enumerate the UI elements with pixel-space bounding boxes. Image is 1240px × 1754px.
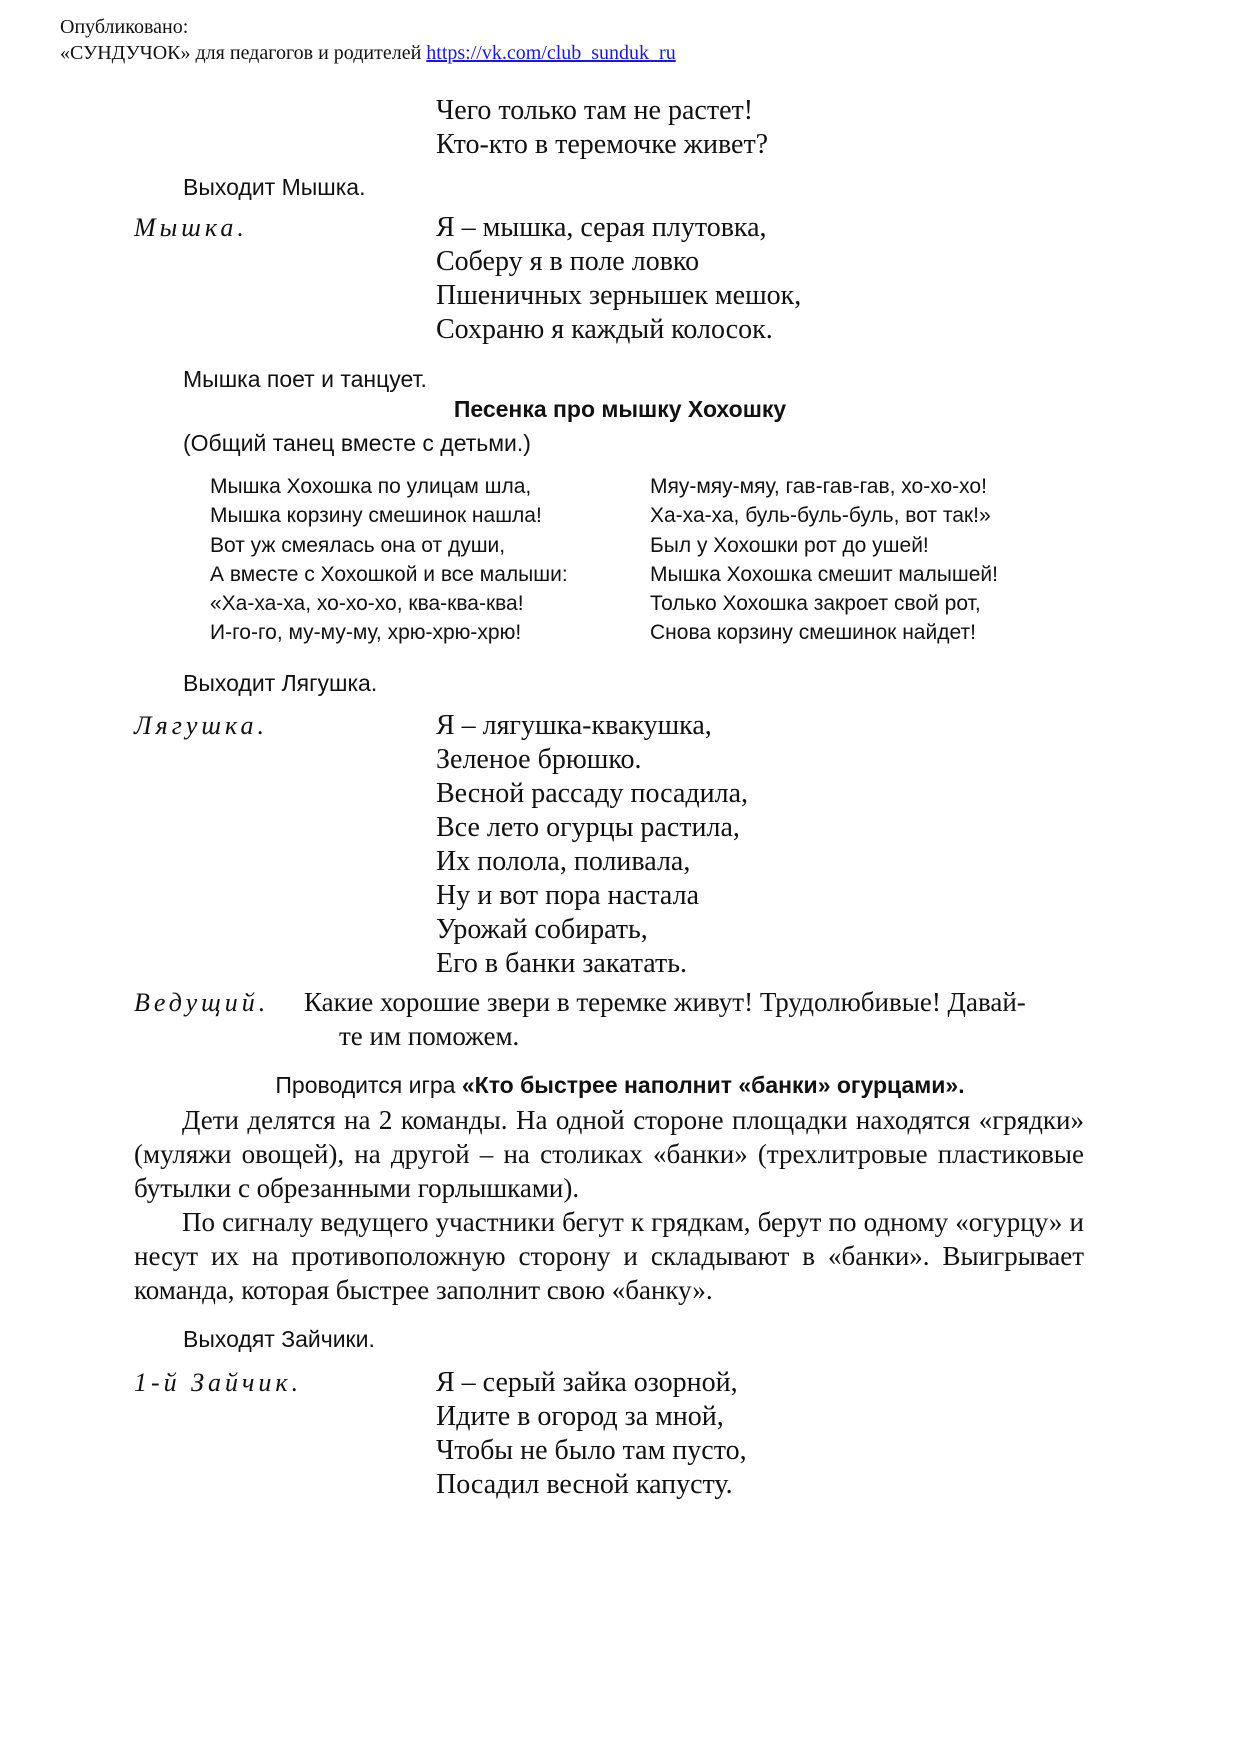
publication-header xyxy=(60,14,676,66)
lyric-line: Мышка корзину смешинок нашла! xyxy=(210,504,542,528)
verse-line: Их полола, поливала, xyxy=(436,846,691,877)
song-note: (Общий танец вместе с детьми.) xyxy=(183,430,531,456)
lyric-line: «Ха-ха-ха, хо-хо-хо, ква-ква-ква! xyxy=(210,592,524,616)
publisher-name: «СУНДУЧОК» для педагогов и родителей xyxy=(60,42,422,64)
verse-line: Я – серый зайка озорной, xyxy=(436,1367,738,1398)
paragraph-text: Дети делятся на 2 команды. На одной стороне площадки находятся «грядки» (муляжи овощей), на другой – на столиках «банки» (трехлитровые пластиковые бутылки с обрезанными горлышками). xyxy=(134,1105,1084,1203)
speaker-host: Ведущий. xyxy=(134,988,270,1017)
verse-line: Я – лягушка-квакушка, xyxy=(436,710,712,741)
lyric-line: Мяу-мяу-мяу, гав-гав-гав, хо-хо-хо! xyxy=(650,475,987,498)
stage-direction-bunnies-enter: Выходят Зайчики. xyxy=(183,1326,375,1352)
speaker-bunny-1: 1-й Зайчик. xyxy=(134,1368,303,1397)
frog-verse xyxy=(436,709,748,981)
verse-line: Зеленое брюшко. xyxy=(436,744,642,775)
verse-line: Пшеничных зернышек мешок, xyxy=(436,280,802,311)
verse-line: Урожай собирать, xyxy=(436,914,648,945)
verse-line: Я – мышка, серая плутовка, xyxy=(436,212,767,243)
vk-link[interactable]: https://vk.com/club_sunduk_ru xyxy=(426,42,676,64)
verse-line: Сохраню я каждый колосок. xyxy=(436,314,773,345)
game-rules-paragraph-2 xyxy=(134,1205,1084,1307)
verse-line: Идите в огород за мной, xyxy=(436,1401,724,1432)
lyric-line: Снова корзину смешинок найдет! xyxy=(650,621,976,645)
lyric-line: Только Хохошка закроет свой рот, xyxy=(650,592,981,616)
verse-line: Весной рассаду посадила, xyxy=(436,778,749,809)
lyric-line: А вместе с Хохошкой и все малыши: xyxy=(210,562,568,586)
song-title: Песенка про мышку Хохошку xyxy=(453,396,787,422)
host-line-1: Какие хорошие звери в теремке живут! Трудолюбивые! Давай- xyxy=(304,987,1026,1017)
verse-line: Ну и вот пора настала xyxy=(436,880,700,911)
lyric-line: Вот уж смеялась она от души, xyxy=(210,533,506,557)
mouse-verse xyxy=(436,211,801,347)
lyric-line: Мышка Хохошка смешит малышей! xyxy=(650,562,998,586)
bunny-verse xyxy=(436,1366,747,1502)
verse-line: Его в банки закатать. xyxy=(436,948,688,979)
verse-line: Чтобы не было там пусто, xyxy=(436,1435,747,1466)
lyric-line: Был у Хохошки рот до ушей! xyxy=(650,533,929,557)
song-lyrics-left xyxy=(210,472,568,648)
intro-verse xyxy=(436,94,768,162)
verse-line: Чего только там не растет! xyxy=(436,95,754,126)
verse-line: Все лето огурцы растила, xyxy=(436,812,740,843)
game-heading xyxy=(0,1070,1240,1100)
published-label: Опубликовано: xyxy=(60,16,189,38)
verse-line: Соберу я в поле ловко xyxy=(436,246,700,277)
host-line-2: те им поможем. xyxy=(339,1021,520,1051)
lyric-line: Ха-ха-ха, буль-буль-буль, вот так!» xyxy=(650,504,991,528)
verse-line: Кто-кто в теремочке живет? xyxy=(436,129,769,160)
lyric-line: Мышка Хохошка по улицам шла, xyxy=(210,475,532,498)
paragraph-text: По сигналу ведущего участники бегут к грядкам, берут по одному «огурцу» и несут их на противоположную сторону и складывают в «банки». Выигрывает команда, которая быстрее заполнит свою «банку». xyxy=(134,1207,1084,1305)
game-rules-paragraph-1 xyxy=(134,1103,1084,1205)
verse-line: Посадил весной капусту. xyxy=(436,1469,733,1500)
game-title: «Кто быстрее наполнит «банки» огурцами». xyxy=(461,1072,965,1098)
publisher-line xyxy=(60,40,676,66)
stage-direction-mouse-enters: Выходит Мышка. xyxy=(183,174,366,200)
song-lyrics-right xyxy=(650,472,998,648)
lyric-line: И-го-го, му-му-му, хрю-хрю-хрю! xyxy=(210,621,522,645)
game-prefix: Проводится игра xyxy=(275,1072,462,1098)
stage-direction-frog-enters: Выходит Лягушка. xyxy=(183,670,378,696)
speaker-frog: Лягушка. xyxy=(134,711,269,740)
speaker-mouse: Мышка. xyxy=(134,213,248,242)
stage-direction-mouse-sings: Мышка поет и танцует. xyxy=(183,366,427,392)
